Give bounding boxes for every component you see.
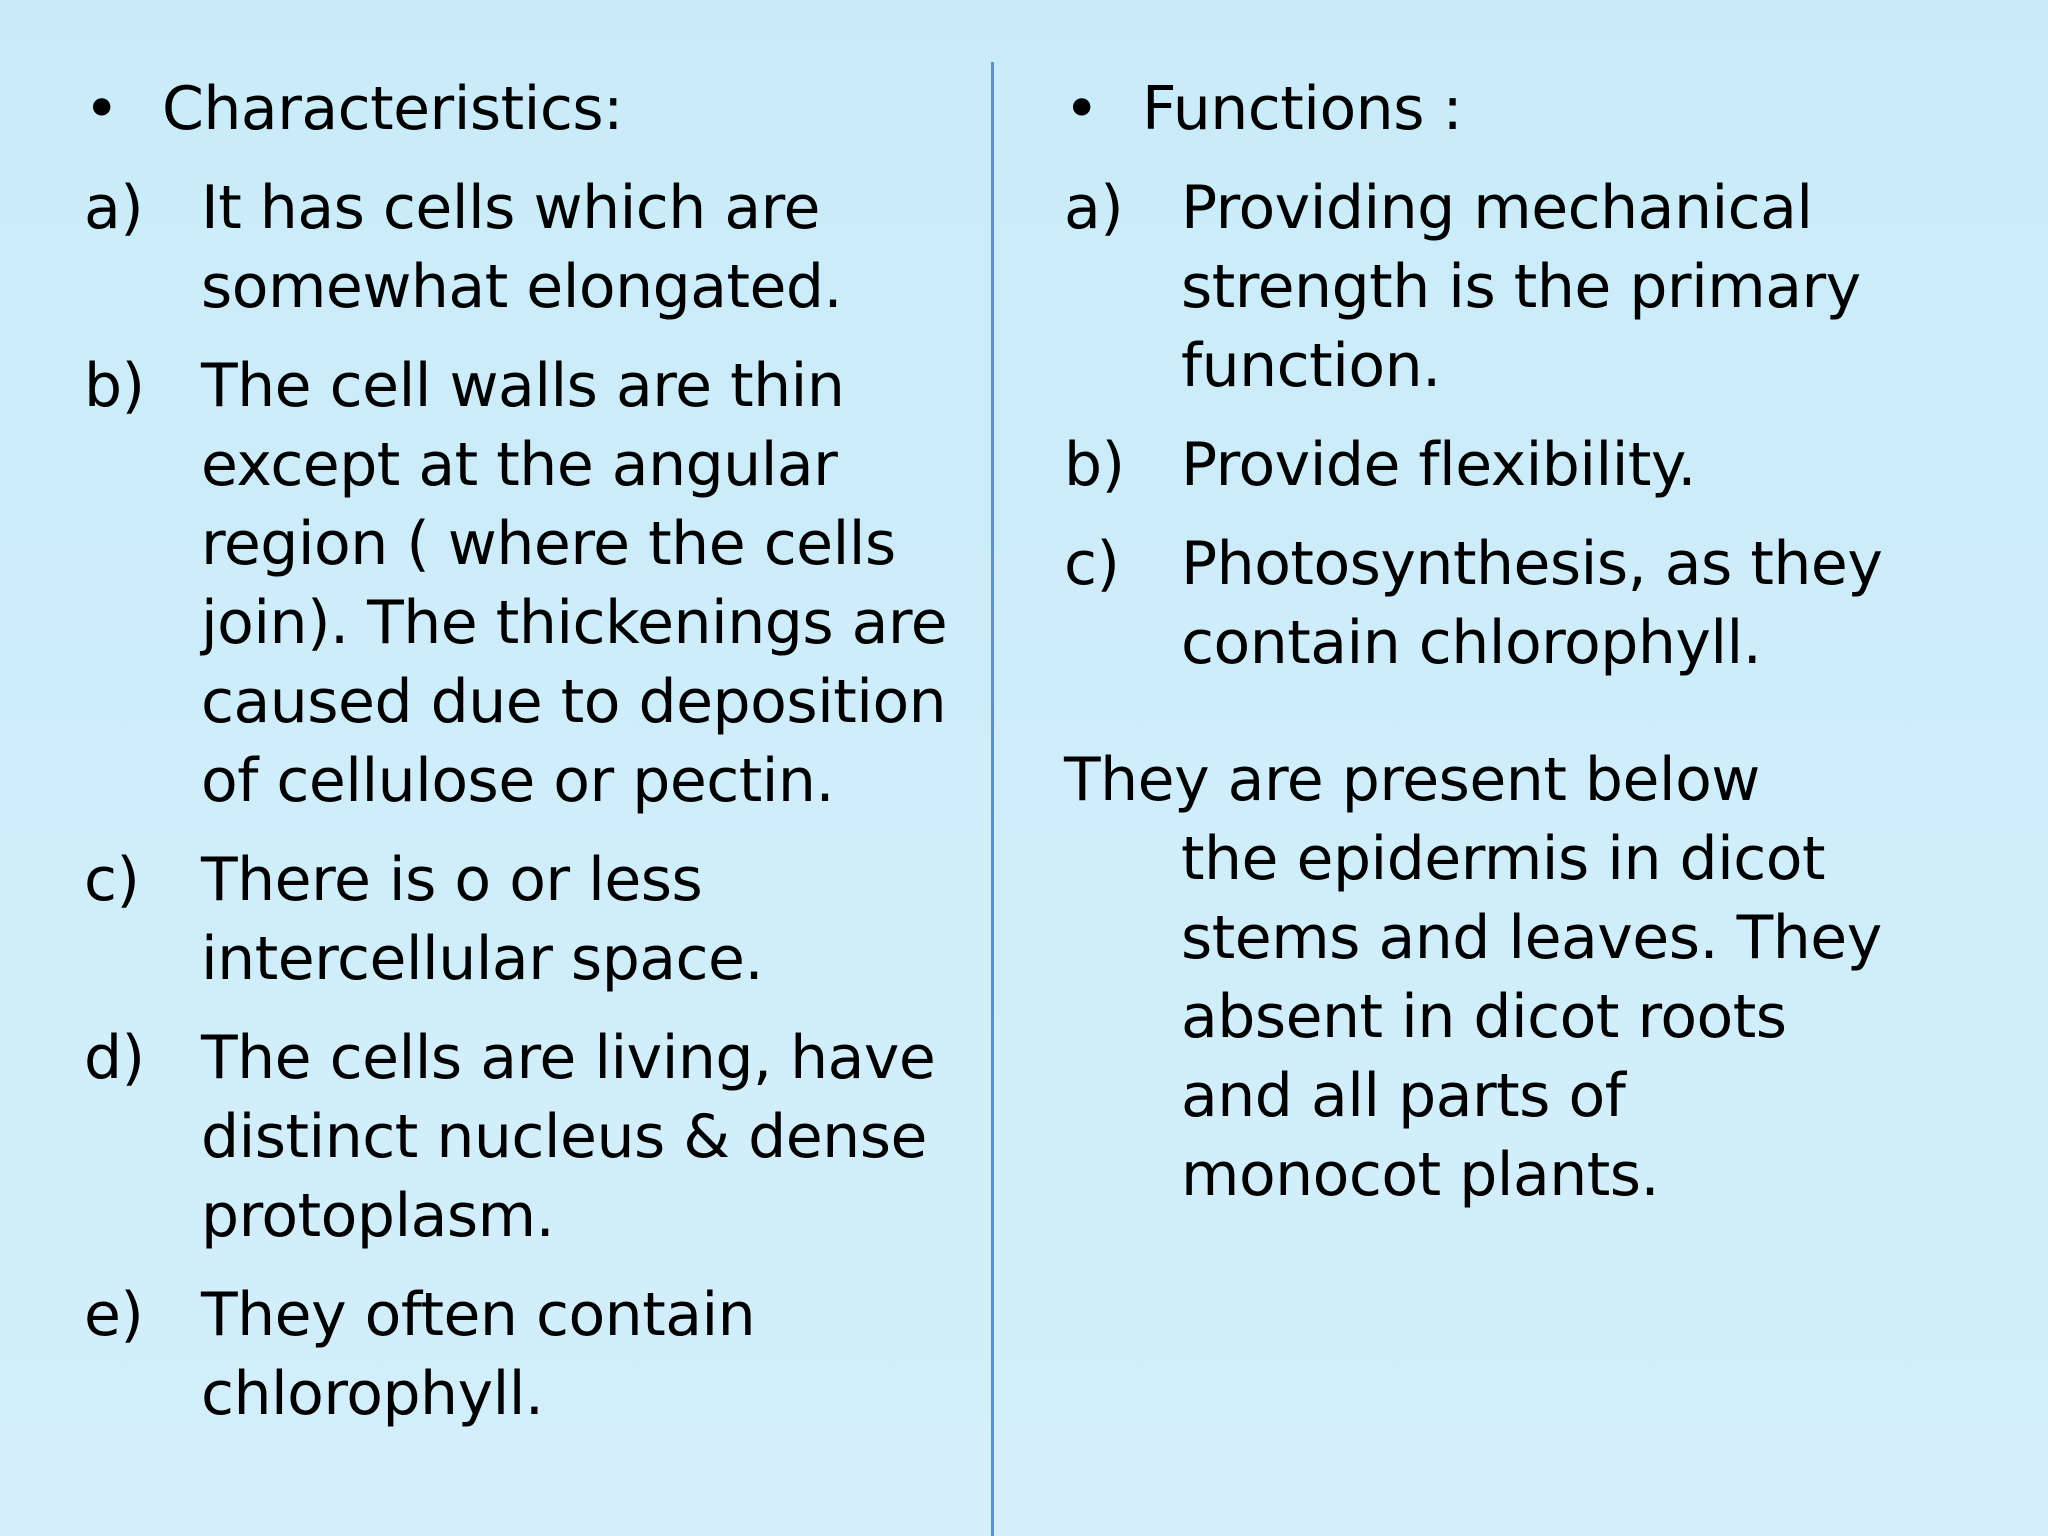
functions-heading bbox=[1064, 70, 2004, 149]
characteristic-item-c bbox=[84, 841, 964, 999]
characteristic-item-b bbox=[84, 347, 964, 821]
item-line: There is o or less bbox=[201, 845, 703, 915]
item-line: protoplasm. bbox=[201, 1181, 555, 1251]
characteristic-item-a bbox=[84, 169, 964, 327]
item-line: They often contain bbox=[201, 1280, 756, 1350]
characteristics-column bbox=[84, 70, 964, 1454]
item-line: join). The thickenings are bbox=[201, 588, 948, 658]
item-line: of cellulose or pectin. bbox=[201, 746, 835, 816]
item-line: function. bbox=[1181, 331, 1441, 401]
item-line: somewhat elongated. bbox=[201, 252, 843, 322]
item-marker: b) bbox=[1064, 430, 1125, 500]
item-line: Photosynthesis, as they bbox=[1181, 529, 1883, 599]
item-line: contain chlorophyll. bbox=[1181, 608, 1762, 678]
function-item-c bbox=[1064, 525, 2004, 683]
note-line: absent in dicot roots bbox=[1181, 982, 1787, 1052]
note-line: stems and leaves. They bbox=[1181, 903, 1882, 973]
characteristic-item-e bbox=[84, 1276, 964, 1434]
bullet-icon: • bbox=[84, 74, 119, 144]
item-marker: b) bbox=[84, 351, 145, 421]
item-line: The cells are living, have bbox=[201, 1023, 936, 1093]
column-divider bbox=[991, 62, 994, 1536]
characteristic-item-d bbox=[84, 1019, 964, 1256]
note-line: monocot plants. bbox=[1181, 1140, 1660, 1210]
item-marker: c) bbox=[84, 845, 140, 915]
bullet-icon: • bbox=[1064, 74, 1099, 144]
item-marker: a) bbox=[84, 173, 144, 243]
item-line: except at the angular bbox=[201, 430, 838, 500]
heading-text: Characteristics: bbox=[162, 74, 623, 144]
item-marker: a) bbox=[1064, 173, 1124, 243]
function-item-b bbox=[1064, 426, 2004, 505]
item-line: distinct nucleus & dense bbox=[201, 1102, 927, 1172]
item-marker: e) bbox=[84, 1280, 144, 1350]
item-line: caused due to deposition bbox=[201, 667, 947, 737]
note-line: They are present below bbox=[1064, 745, 1760, 815]
item-marker: c) bbox=[1064, 529, 1120, 599]
item-line: chlorophyll. bbox=[201, 1359, 544, 1429]
functions-column bbox=[1064, 70, 2004, 1215]
item-line: intercellular space. bbox=[201, 924, 764, 994]
item-marker: d) bbox=[84, 1023, 145, 1093]
item-line: Providing mechanical bbox=[1181, 173, 1813, 243]
item-line: region ( where the cells bbox=[201, 509, 896, 579]
location-note bbox=[1064, 741, 2004, 1215]
item-line: It has cells which are bbox=[201, 173, 820, 243]
function-item-a bbox=[1064, 169, 2004, 406]
item-line: The cell walls are thin bbox=[201, 351, 845, 421]
heading-text: Functions : bbox=[1142, 74, 1463, 144]
item-line: Provide flexibility. bbox=[1181, 430, 1696, 500]
characteristics-heading bbox=[84, 70, 964, 149]
note-line: the epidermis in dicot bbox=[1181, 824, 1826, 894]
item-line: strength is the primary bbox=[1181, 252, 1861, 322]
note-line: and all parts of bbox=[1181, 1061, 1626, 1131]
